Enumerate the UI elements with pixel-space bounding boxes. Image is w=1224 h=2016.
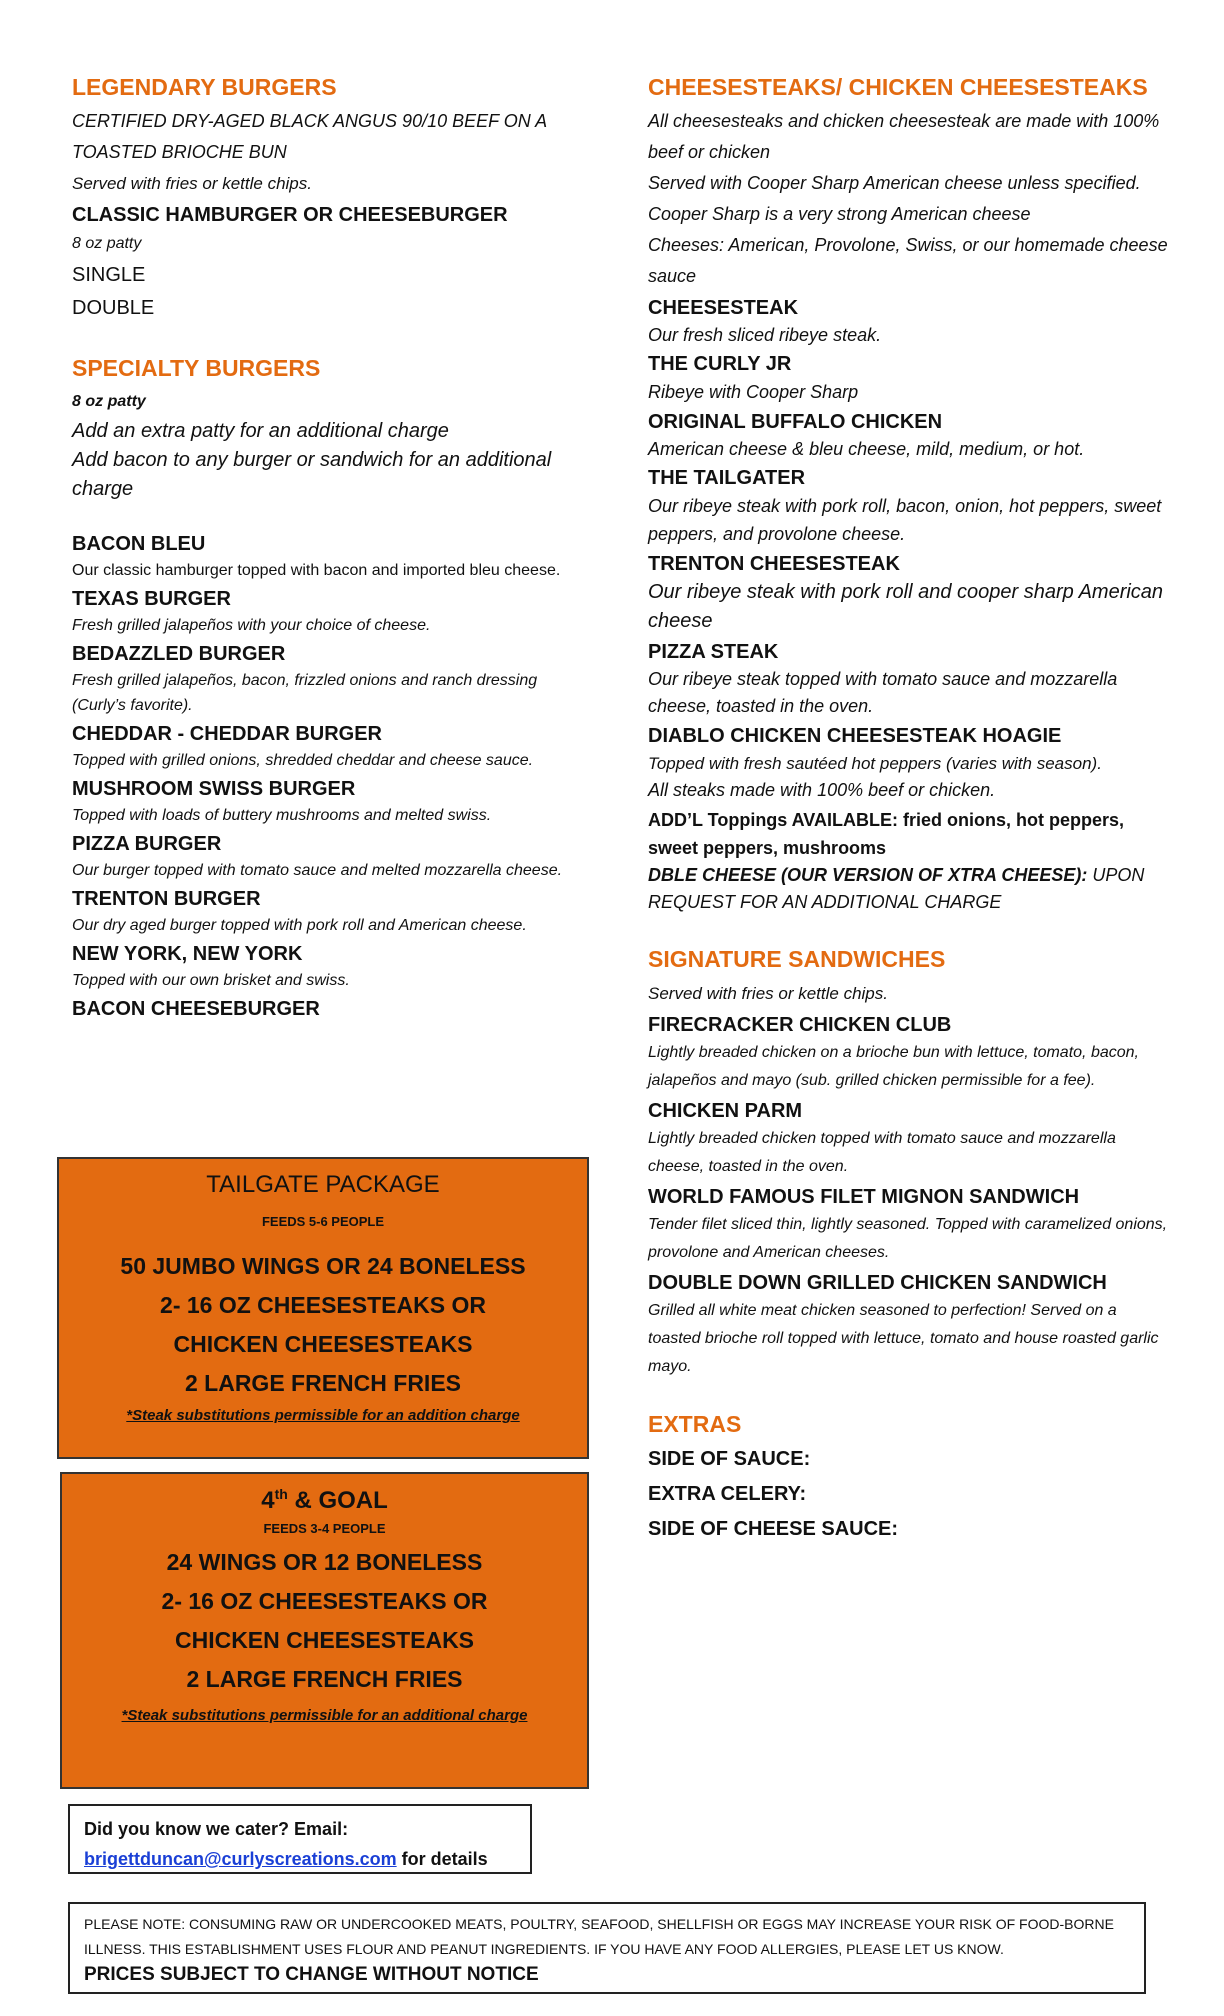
tailgate-package-box: [57, 1157, 589, 1459]
specialty-item: [72, 830, 582, 883]
cheesesteak-item: [648, 408, 1168, 462]
item-desc: Topped with grilled onions, shredded cheddar and cheese sauce.: [72, 752, 534, 769]
specialty-note-bacon: Add bacon to any burger or sandwich for an additional charge: [72, 449, 552, 500]
specialty-item: [72, 940, 582, 993]
extra-item: EXTRA CELERY:: [648, 1483, 807, 1505]
item-name: MUSHROOM SWISS BURGER: [72, 778, 356, 800]
item-name: ORIGINAL BUFFALO CHICKEN: [648, 411, 943, 433]
legendary-desc: CERTIFIED DRY-AGED BLACK ANGUS 90/10 BEEF ON A TOASTED BRIOCHE BUN: [72, 111, 547, 162]
item-name: TRENTON BURGER: [72, 888, 261, 910]
goal-wings: 24 WINGS OR 12 BONELESS: [166, 1549, 483, 1575]
signature-sandwiches-title: SIGNATURE SANDWICHES: [648, 946, 946, 972]
goal-fries: 2 LARGE FRENCH FRIES: [186, 1666, 463, 1692]
specialty-item: [72, 885, 582, 938]
tailgate-note: *Steak substitutions permissible for an addition charge: [126, 1407, 520, 1424]
item-desc: Our dry aged burger topped with pork roll and American cheese.: [72, 917, 527, 934]
specialty-item: [72, 775, 582, 828]
left-column: [72, 72, 582, 1023]
additional-toppings: ADD’L Toppings AVAILABLE: fried onions, hot peppers, sweet peppers, mushrooms: [648, 810, 1124, 858]
notice-text: PLEASE NOTE: CONSUMING RAW OR UNDERCOOKED MEATS, POULTRY, SEAFOOD, SHELLFISH OR EGGS MAY INCREASE YOUR RISK OF FOOD-BORNE ILLNESS. THIS ESTABLISHMENT USES FLOUR AND PEANUT INGREDIENTS. IF YOU HAVE ANY FOOD ALLERGIES, PLEASE LET US KNOW.: [84, 1916, 1114, 1957]
cheesesteaks-desc-2: Served with Cooper Sharp American cheese unless specified. Cooper Sharp is a very strong American cheese: [648, 173, 1141, 224]
allergy-notice-box: [68, 1902, 1146, 1994]
goal-title: [62, 1476, 587, 1519]
item-desc: Our ribeye steak with pork roll, bacon, onion, hot peppers, sweet peppers, and provolone cheese.: [648, 496, 1162, 544]
item-name: DIABLO CHICKEN CHEESESTEAK HOAGIE: [648, 725, 1062, 747]
extra-item: SIDE OF CHEESE SAUCE:: [648, 1518, 899, 1540]
cater-suffix: for details: [396, 1849, 488, 1869]
item-name: DOUBLE DOWN GRILLED CHICKEN SANDWICH: [648, 1272, 1107, 1294]
extra-item: SIDE OF SAUCE:: [648, 1448, 811, 1470]
specialty-item: [72, 585, 582, 638]
cater-email-link[interactable]: brigettduncan@curlyscreations.com: [84, 1849, 397, 1869]
item-desc: Fresh grilled jalapeños, bacon, frizzled onions and ranch dressing (Curly’s favorite).: [72, 672, 538, 714]
item-desc: American cheese & bleu cheese, mild, medium, or hot.: [648, 439, 1085, 459]
item-desc: Our ribeye steak topped with tomato sauce and mozzarella cheese, toasted in the oven.: [648, 669, 1118, 716]
cheesesteak-item: [648, 464, 1168, 548]
goal-feeds: FEEDS 3-4 PEOPLE: [263, 1521, 386, 1536]
item-name: THE TAILGATER: [648, 467, 806, 489]
item-name: PIZZA STEAK: [648, 641, 779, 663]
goal-title-rest: & GOAL: [287, 1487, 388, 1514]
specialty-item: [72, 720, 582, 773]
item-desc: Our classic hamburger topped with bacon and imported bleu cheese.: [72, 562, 561, 579]
item-desc: Topped with our own brisket and swiss.: [72, 972, 350, 989]
item-name: BEDAZZLED BURGER: [72, 643, 286, 665]
tailgate-cheesesteaks: 2- 16 OZ CHEESESTEAKS OR CHICKEN CHEESESTEAKS: [160, 1292, 486, 1357]
double-cheese-label: DBLE CHEESE (OUR VERSION OF XTRA CHEESE):: [648, 865, 1088, 885]
item-name: BACON BLEU: [72, 533, 206, 555]
legendary-burgers-title: LEGENDARY BURGERS: [72, 74, 337, 100]
signature-item: [648, 1097, 1168, 1181]
signature-served: Served with fries or kettle chips.: [648, 984, 888, 1003]
prices-notice: PRICES SUBJECT TO CHANGE WITHOUT NOTICE: [84, 1964, 539, 1985]
signature-item: [648, 1011, 1168, 1095]
cheesesteaks-desc-3: Cheeses: American, Provolone, Swiss, or our homemade cheese sauce: [648, 235, 1168, 286]
fourth-and-goal-box: [60, 1472, 589, 1789]
specialty-item: [72, 640, 582, 718]
specialty-burgers-title: SPECIALTY BURGERS: [72, 355, 321, 381]
item-name: THE CURLY JR: [648, 353, 792, 375]
double-cheese-note: [648, 862, 1168, 916]
specialty-item: [72, 530, 582, 583]
item-name: CHEESESTEAK: [648, 297, 799, 319]
cheesesteaks-title: CHEESESTEAKS/ CHICKEN CHEESESTEAKS: [648, 74, 1148, 100]
cheesesteaks-desc-1: All cheesesteaks and chicken cheesesteak are made with 100% beef or chicken: [648, 111, 1160, 162]
item-desc: Grilled all white meat chicken seasoned to perfection! Served on a toasted brioche roll topped with lettuce, tomato and house roasted garlic mayo.: [648, 1302, 1159, 1375]
item-desc: Lightly breaded chicken on a brioche bun with lettuce, tomato, bacon, jalapeños and mayo (sub. grilled chicken permissible for a fee).: [648, 1044, 1139, 1089]
item-desc: Fresh grilled jalapeños with your choice of cheese.: [72, 617, 431, 634]
tailgate-wings: 50 JUMBO WINGS OR 24 BONELESS: [120, 1253, 526, 1279]
specialty-patty: 8 oz patty: [72, 393, 146, 410]
tailgate-title: TAILGATE PACKAGE: [206, 1171, 440, 1198]
item-name: TEXAS BURGER: [72, 588, 231, 610]
tailgate-feeds: FEEDS 5-6 PEOPLE: [261, 1214, 385, 1229]
classic-burger-desc: 8 oz patty: [72, 235, 142, 252]
item-name: NEW YORK, NEW YORK: [72, 943, 303, 965]
cheesesteak-item: [648, 294, 1168, 348]
specialty-item: [72, 995, 582, 1023]
cheesesteak-item: [648, 722, 1168, 777]
goal-note: *Steak substitutions permissible for an additional charge: [121, 1707, 528, 1724]
item-desc: Our fresh sliced ribeye steak.: [648, 325, 882, 345]
specialty-note-patty: Add an extra patty for an additional charge: [72, 420, 449, 442]
item-name: PIZZA BURGER: [72, 833, 222, 855]
classic-burger-name: CLASSIC HAMBURGER OR CHEESEBURGER: [72, 204, 508, 226]
double-cheese-rest: UPON REQUEST FOR AN ADDITIONAL CHARGE: [648, 865, 1145, 912]
all-steaks-note: All steaks made with 100% beef or chicken.: [648, 780, 996, 800]
goal-title-num: 4: [261, 1487, 275, 1514]
item-name: FIRECRACKER CHICKEN CLUB: [648, 1014, 952, 1036]
legendary-served: Served with fries or kettle chips.: [72, 174, 312, 193]
item-desc: Topped with loads of buttery mushrooms and melted swiss.: [72, 807, 492, 824]
double-option: DOUBLE: [72, 297, 155, 319]
item-name: BACON CHEESEBURGER: [72, 998, 320, 1020]
item-name: WORLD FAMOUS FILET MIGNON SANDWICH: [648, 1186, 1080, 1208]
cater-email-line: [84, 1844, 516, 1874]
cheesesteak-item: [648, 350, 1168, 406]
item-desc: Lightly breaded chicken topped with tomato sauce and mozzarella cheese, toasted in the oven.: [648, 1130, 1116, 1175]
signature-item: [648, 1269, 1168, 1381]
goal-cheesesteaks: 2- 16 OZ CHEESESTEAKS OR CHICKEN CHEESESTEAKS: [161, 1588, 488, 1653]
item-desc: Tender filet sliced thin, lightly seasoned. Topped with caramelized onions, provolone and American cheeses.: [648, 1216, 1168, 1261]
extras-title: EXTRAS: [648, 1411, 742, 1437]
item-desc: Topped with fresh sautéed hot peppers (varies with season).: [648, 754, 1102, 773]
goal-title-sup: th: [274, 1486, 288, 1502]
item-name: TRENTON CHEESESTEAK: [648, 553, 900, 575]
item-name: CHICKEN PARM: [648, 1100, 803, 1122]
item-desc: Our burger topped with tomato sauce and melted mozzarella cheese.: [72, 862, 563, 879]
item-name: CHEDDAR - CHEDDAR BURGER: [72, 723, 382, 745]
item-desc: Our ribeye steak with pork roll and cooper sharp American cheese: [648, 581, 1164, 632]
cater-question: Did you know we cater? Email:: [84, 1819, 349, 1839]
right-column: [648, 72, 1168, 1546]
item-desc: Ribeye with Cooper Sharp: [648, 382, 859, 402]
signature-item: [648, 1183, 1168, 1267]
single-option: SINGLE: [72, 264, 146, 286]
catering-box: [68, 1804, 532, 1874]
tailgate-fries: 2 LARGE FRENCH FRIES: [184, 1370, 462, 1396]
cheesesteak-item: [648, 550, 1168, 636]
cheesesteak-item: [648, 638, 1168, 720]
